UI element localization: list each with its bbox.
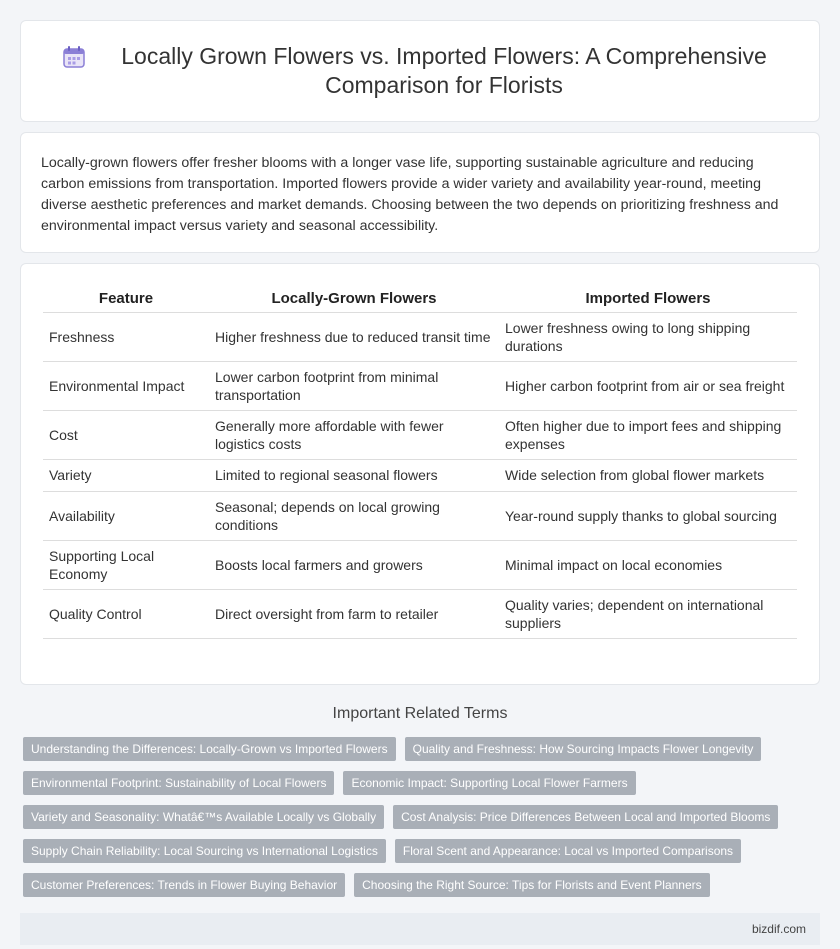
intro-card: [20, 132, 820, 253]
column-header: Imported Flowers: [499, 286, 797, 312]
related-term-tag[interactable]: Cost Analysis: Price Differences Between Local and Imported Blooms: [393, 805, 778, 829]
header-inner: [61, 42, 779, 100]
table-row: [43, 491, 797, 540]
table-cell: Higher freshness due to reduced transit time: [209, 312, 499, 361]
related-terms-list: [0, 737, 840, 897]
column-header: Locally-Grown Flowers: [209, 286, 499, 312]
related-term-tag[interactable]: Economic Impact: Supporting Local Flower Farmers: [343, 771, 635, 795]
table-cell: Limited to regional seasonal flowers: [209, 459, 499, 491]
related-term-tag[interactable]: Customer Preferences: Trends in Flower Buying Behavior: [23, 873, 345, 897]
table-cell: Direct oversight from farm to retailer: [209, 589, 499, 638]
related-terms-title: Important Related Terms: [332, 705, 508, 722]
footer-brand[interactable]: bizdif.com: [751, 922, 806, 936]
calendar-icon: [61, 44, 87, 70]
table-row: [43, 361, 797, 410]
related-terms-section: [0, 705, 840, 897]
table-header-row: [43, 286, 797, 312]
table-cell: Environmental Impact: [43, 361, 209, 410]
related-term-tag[interactable]: Environmental Footprint: Sustainability of Local Flowers: [23, 771, 334, 795]
table-row: [43, 312, 797, 361]
table-cell: Wide selection from global flower markets: [499, 459, 797, 491]
table-cell: Generally more affordable with fewer logistics costs: [209, 410, 499, 459]
table-cell: Cost: [43, 410, 209, 459]
column-header: Feature: [43, 286, 209, 312]
table-cell: Freshness: [43, 312, 209, 361]
table-cell: Availability: [43, 491, 209, 540]
comparison-table-card: [20, 263, 820, 685]
comparison-table: [43, 286, 797, 639]
table-cell: Quality Control: [43, 589, 209, 638]
related-term-tag[interactable]: Floral Scent and Appearance: Local vs Imported Comparisons: [395, 839, 741, 863]
table-cell: Minimal impact on local economies: [499, 540, 797, 589]
table-cell: Often higher due to import fees and shipping expenses: [499, 410, 797, 459]
table-cell: Seasonal; depends on local growing conditions: [209, 491, 499, 540]
table-cell: Quality varies; dependent on international suppliers: [499, 589, 797, 638]
related-term-tag[interactable]: Variety and Seasonality: Whatâ€™s Available Locally vs Globally: [23, 805, 384, 829]
footer: [20, 913, 820, 945]
table-cell: Lower freshness owing to long shipping durations: [499, 312, 797, 361]
table-cell: Year-round supply thanks to global sourcing: [499, 491, 797, 540]
table-row: [43, 410, 797, 459]
related-term-tag[interactable]: Quality and Freshness: How Sourcing Impacts Flower Longevity: [405, 737, 762, 761]
table-cell: Supporting Local Economy: [43, 540, 209, 589]
table-row: [43, 540, 797, 589]
related-term-tag[interactable]: Choosing the Right Source: Tips for Florists and Event Planners: [354, 873, 710, 897]
related-term-tag[interactable]: Understanding the Differences: Locally-Grown vs Imported Flowers: [23, 737, 396, 761]
header-card: [20, 20, 820, 122]
table-cell: Higher carbon footprint from air or sea freight: [499, 361, 797, 410]
intro-text: Locally-grown flowers offer fresher blooms with a longer vase life, supporting sustainable agriculture and reducing carbon emissions from transportation. Imported flowers provide a wider variety and availability year-round, meeting diverse aesthetic preferences and market demands. Choosing between the two depends on prioritizing freshness and environmental impact versus variety and seasonal accessibility.: [41, 155, 779, 234]
table-cell: Boosts local farmers and growers: [209, 540, 499, 589]
page-title: Locally Grown Flowers vs. Imported Flowers: A Comprehensive Comparison for Florists: [121, 43, 767, 98]
table-cell: Variety: [43, 459, 209, 491]
table-row: [43, 589, 797, 638]
related-term-tag[interactable]: Supply Chain Reliability: Local Sourcing vs International Logistics: [23, 839, 386, 863]
table-cell: Lower carbon footprint from minimal transportation: [209, 361, 499, 410]
table-row: [43, 459, 797, 491]
